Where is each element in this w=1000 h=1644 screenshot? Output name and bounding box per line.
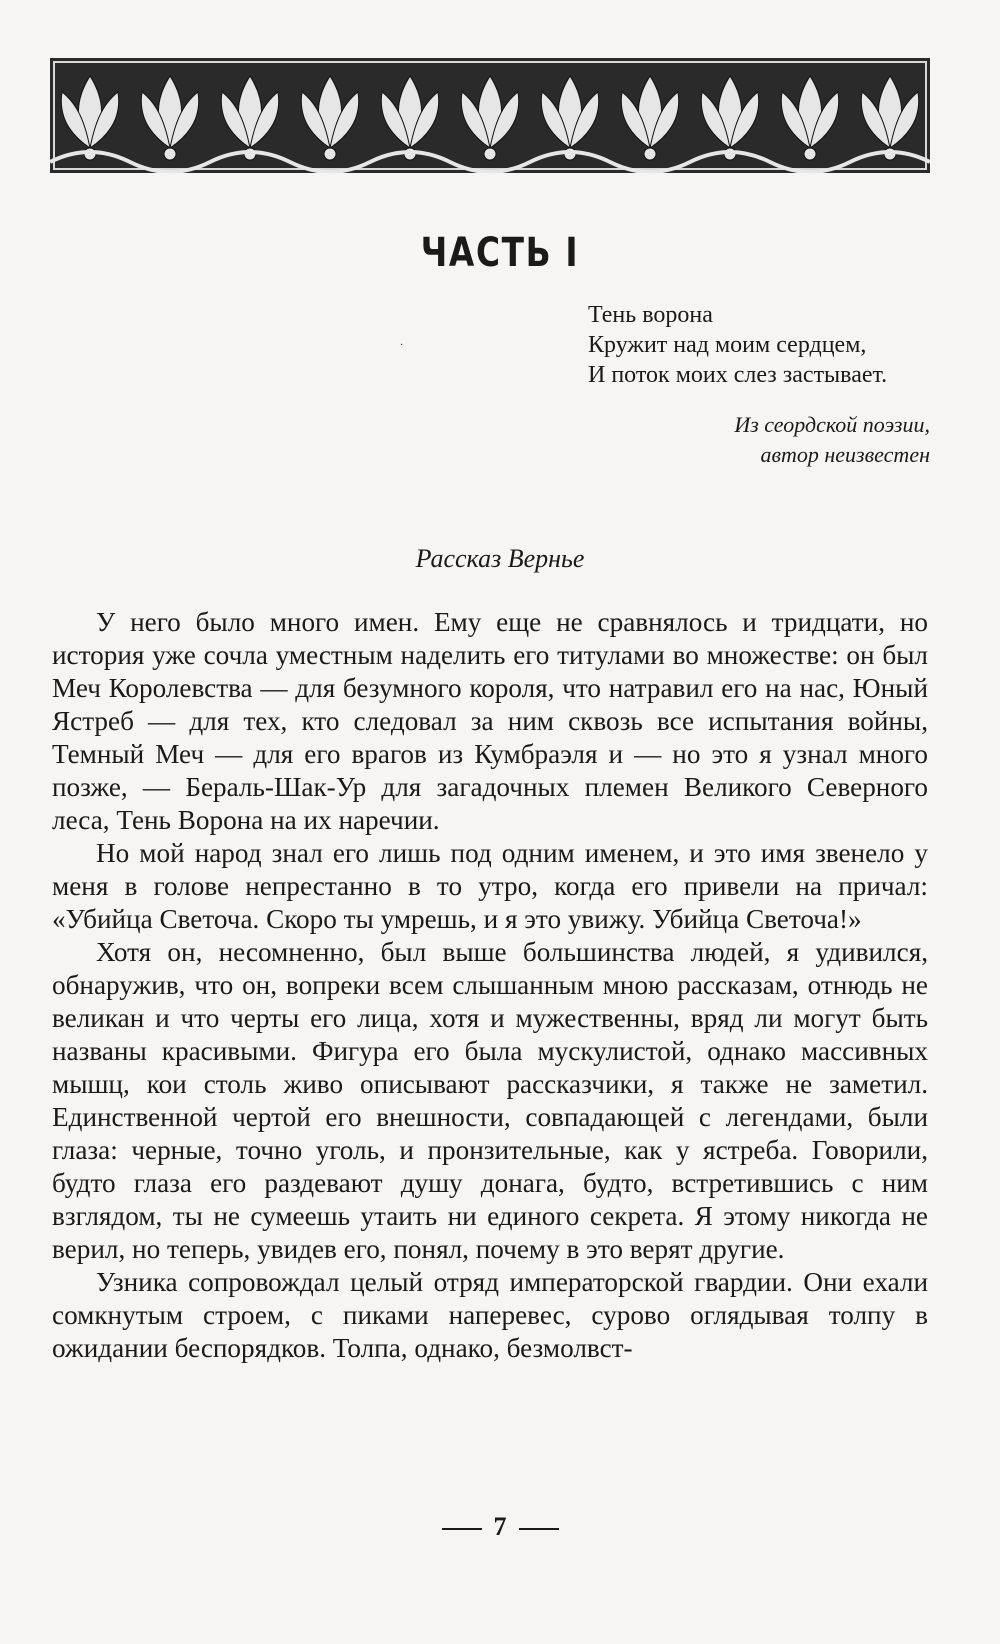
section-title: Рассказ Верньe <box>415 544 585 573</box>
part-title: ЧАСТЬ I <box>420 230 580 276</box>
epigraph-line: Тень ворона <box>588 302 713 328</box>
dash-left <box>442 1528 482 1530</box>
attribution-line: автор неизвестен <box>760 442 930 467</box>
attribution-line: Из сеордской поэзии, <box>734 412 930 437</box>
page-number-value: 7 <box>493 1512 507 1541</box>
stray-mark: · <box>400 340 404 351</box>
paragraph: У него было много имен. Ему еще не сравнялось и тридцати, но история уже сочла уместным наделить его титулами во множестве: он был Меч Королевства — для безумного короля, что натравил его на нас, Юный Ястреб — для тех, кто следовал за ним сквозь все испытания войны, Темный Меч — для его врагов из Кумбраэля и — но это я узнал много позже, — Бераль-Шак-Ур для загадочных племен Великого Северного леса, Тень Ворона на их наречии. <box>52 607 928 835</box>
paragraph: Хотя он, несомненно, был выше большинства людей, я удивился, обнаружив, что он, вопреки всем слышанным мною рассказам, отнюдь не великан и что черты его лица, хотя и мужественны, вряд ли могут быть названы красивыми. Фигура его была мускулистой, однако массивных мышц, кои столь живо описывают рассказчики, я также не заметил. Единственной чертой его внешности, совпадающей с легендами, были глаза: черные, точно уголь, и пронзительные, как у ястреба. Говорили, будто глаза его раздевают душу донага, будто, встретившись с ним взглядом, ты не сумеешь утаить ни единого секрета. Я этому никогда не верил, но теперь, увидев его, понял, почему в это верят другие. <box>52 937 928 1264</box>
dash-right <box>519 1528 559 1530</box>
paragraph: Узника сопровождал целый отряд императорской гвардии. Они ехали сомкнутым строем, с пиками наперевес, сурово оглядывая толпу в ожидании беспорядков. Толпа, однако, безмолвст- <box>52 1267 928 1363</box>
page-number <box>0 1512 1000 1542</box>
epigraph-attribution <box>530 410 930 470</box>
decorative-ornament-banner <box>50 58 930 173</box>
paragraph: Но мой народ знал его лишь под одним именем, и это имя звенело у меня в голове непрестанно в то утро, когда его привели на причал: «Убийца Светоча. Скоро ты умрешь, и я это увижу. Убийца Светоча!» <box>52 838 928 934</box>
epigraph <box>588 300 948 390</box>
body-text <box>52 606 928 1365</box>
epigraph-line: И поток моих слез застывает. <box>588 362 888 388</box>
epigraph-line: Кружит над моим сердцем, <box>588 332 867 358</box>
